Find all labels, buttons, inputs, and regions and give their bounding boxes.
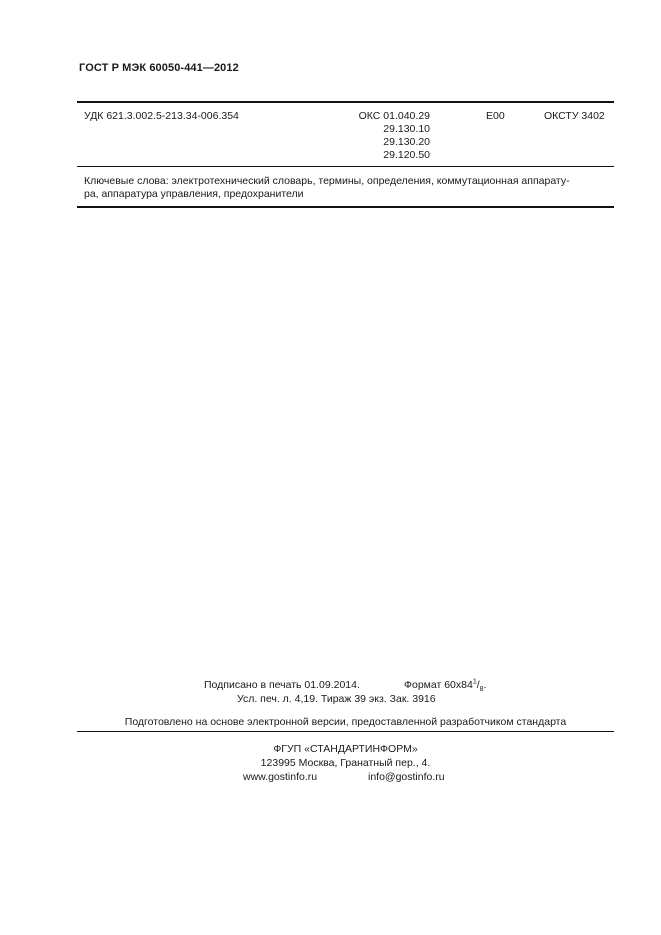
imprint-rule (77, 731, 614, 732)
group-code: Е00 (486, 110, 505, 122)
top-rule (77, 101, 614, 103)
oks-line-1 (330, 110, 430, 123)
oks-code: 29.120.50 (383, 149, 430, 161)
format-text: Формат 60x84 (404, 679, 473, 691)
standard-code: ГОСТ Р МЭК 60050-441—2012 (79, 62, 239, 74)
keywords-line-2: ра, аппаратура управления, предохранители (84, 188, 304, 200)
format-sub: 8 (479, 686, 484, 694)
signed-date: Подписано в печать 01.09.2014. (204, 679, 360, 691)
format-suffix: . (483, 679, 487, 691)
oks-code: 29.130.10 (383, 123, 430, 135)
prepared-note: Подготовлено на основе электронной версии, предоставленной разработчиком стандарта (124, 716, 567, 728)
oks-code: 01.040.29 (383, 110, 430, 122)
oks-label: ОКС (358, 110, 381, 122)
oks-codes (330, 110, 430, 162)
print-format: Формат $60x84^1/_8$. (404, 678, 487, 694)
keywords-line-1: Ключевые слова: электротехнический словарь, термины, определения, коммутационная аппарату- (84, 175, 570, 187)
sheets-info: Усл. печ. л. 4,19. Тираж 39 экз. Зак. 3916 (237, 693, 436, 705)
okstu-code: ОКСТУ 3402 (544, 110, 605, 122)
publisher-email[interactable]: info@gostinfo.ru (368, 771, 445, 783)
publisher-website[interactable]: www.gostinfo.ru (243, 771, 318, 783)
mid-rule (77, 166, 614, 167)
udk-code: УДК 621.3.002.5-213.34-006.354 (84, 110, 239, 122)
publisher-address: 123995 Москва, Гранатный пер., 4. (260, 757, 431, 769)
format-sup: 1 (472, 678, 477, 686)
publisher-name: ФГУП «СТАНДАРТИНФОРМ» (273, 743, 418, 755)
oks-code: 29.130.20 (383, 136, 430, 148)
keywords (84, 175, 614, 201)
bottom-rule (77, 206, 614, 208)
